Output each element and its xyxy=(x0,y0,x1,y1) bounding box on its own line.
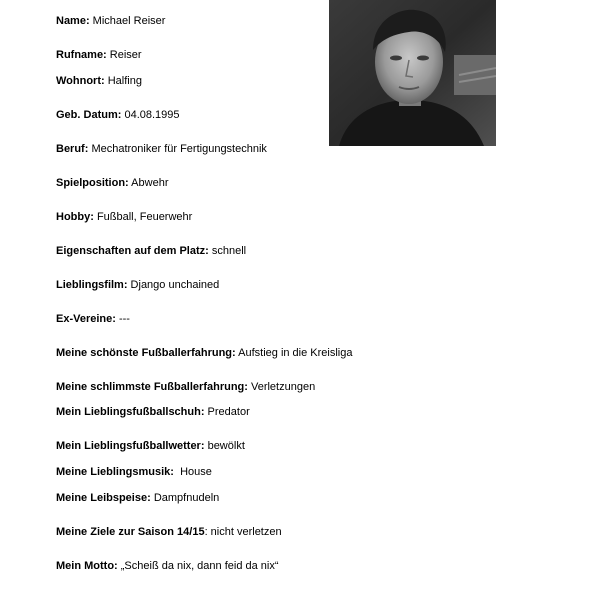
field-leibspeise xyxy=(56,492,219,505)
field-value: Predator xyxy=(204,406,250,418)
field-ex-vereine xyxy=(56,313,130,326)
field-label: Meine schönste Fußballerfahrung: xyxy=(56,347,236,359)
field-label: Mein Lieblingsfußballschuh: xyxy=(56,406,205,418)
field-lieblingsschuh xyxy=(56,406,250,419)
field-label: Meine Ziele zur Saison 14/15 xyxy=(56,526,205,538)
field-label: Ex-Vereine: xyxy=(56,313,116,325)
field-hobby xyxy=(56,211,192,224)
field-value: Dampfnudeln xyxy=(150,492,220,504)
field-label: Mein Lieblingsfußballwetter: xyxy=(56,440,205,452)
field-rufname xyxy=(56,49,142,62)
field-value: Mechatroniker für Fertigungstechnik xyxy=(88,143,267,155)
field-value: Michael Reiser xyxy=(89,15,166,27)
field-lieblingsmusik xyxy=(56,466,212,479)
field-label: Geb. Datum: xyxy=(56,109,122,121)
field-value: Fußball, Feuerwehr xyxy=(93,211,193,223)
field-label: Meine schlimmste Fußballerfahrung: xyxy=(56,381,248,393)
field-label: Beruf: xyxy=(56,143,89,155)
field-wohnort xyxy=(56,75,142,88)
field-geb-datum xyxy=(56,109,180,122)
field-ziele xyxy=(56,526,282,539)
field-value: Reiser xyxy=(106,49,142,61)
field-label: Rufname: xyxy=(56,49,107,61)
field-label: Meine Lieblingsmusik: xyxy=(56,466,174,478)
field-value: House xyxy=(173,466,212,478)
field-value: --- xyxy=(115,313,130,325)
field-label: Hobby: xyxy=(56,211,94,223)
field-name xyxy=(56,15,165,28)
field-value: „Scheiß da nix, dann feid da nix“ xyxy=(117,560,279,572)
field-schlimmste-erfahrung xyxy=(56,381,315,394)
field-value: Django unchained xyxy=(127,279,220,291)
field-value: bewölkt xyxy=(204,440,245,452)
field-schoenste-erfahrung xyxy=(56,347,352,360)
player-portrait-icon xyxy=(329,0,496,146)
field-label: Eigenschaften auf dem Platz: xyxy=(56,245,209,257)
field-value: Halfing xyxy=(104,75,142,87)
field-lieblingsfilm xyxy=(56,279,219,292)
field-lieblingswetter xyxy=(56,440,245,453)
field-label: Lieblingsfilm: xyxy=(56,279,128,291)
field-value: Abwehr xyxy=(128,177,169,189)
field-label: Spielposition: xyxy=(56,177,129,189)
field-value: schnell xyxy=(208,245,247,257)
field-label: Name: xyxy=(56,15,90,27)
field-spielposition xyxy=(56,177,168,190)
field-value: Aufstieg in die Kreisliga xyxy=(235,347,353,359)
field-value: 04.08.1995 xyxy=(121,109,180,121)
field-motto xyxy=(56,560,279,573)
field-label: Mein Motto: xyxy=(56,560,118,572)
field-label: Meine Leibspeise: xyxy=(56,492,151,504)
field-eigenschaften xyxy=(56,245,246,258)
field-value: Verletzungen xyxy=(247,381,316,393)
field-value: : nicht verletzen xyxy=(204,526,282,538)
field-label: Wohnort: xyxy=(56,75,105,87)
field-beruf xyxy=(56,143,267,156)
player-photo xyxy=(329,0,496,146)
